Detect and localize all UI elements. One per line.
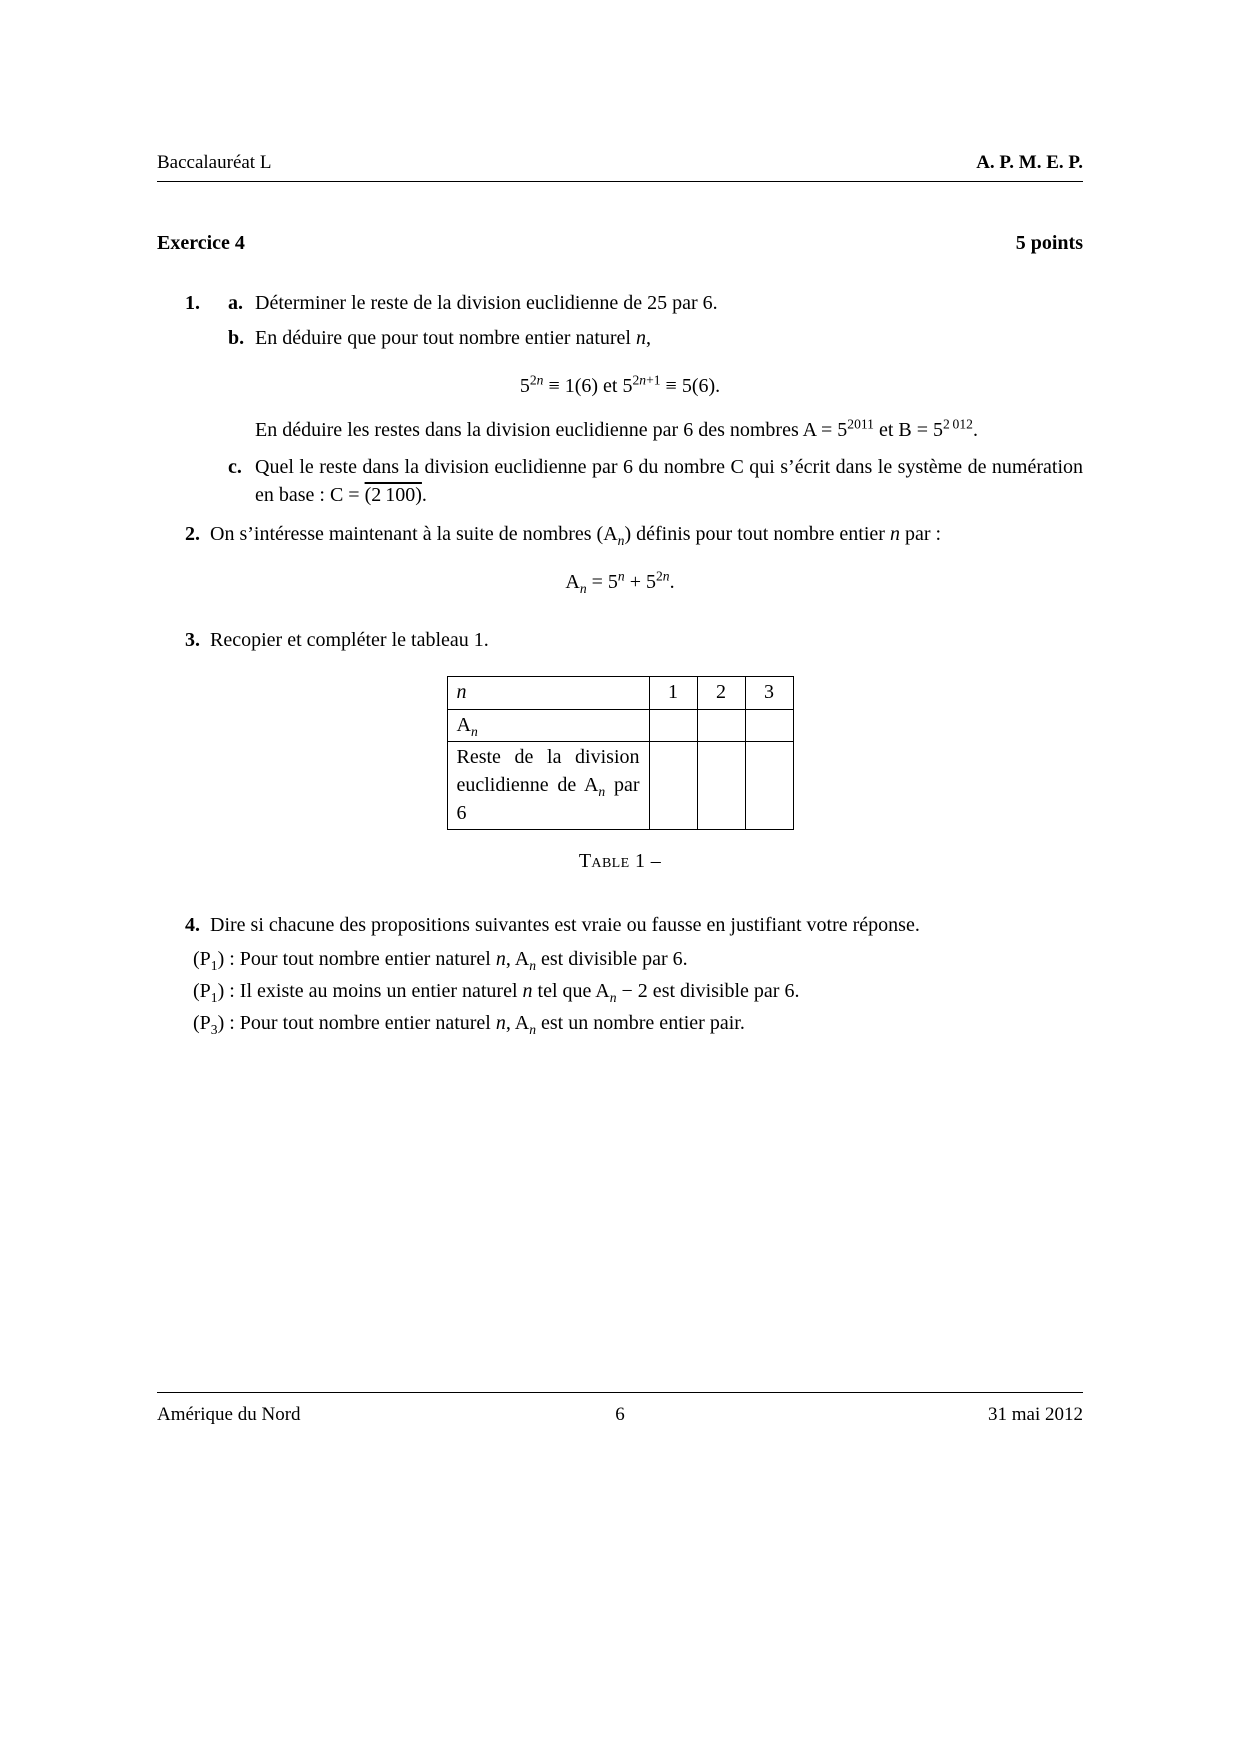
table-row-n — [447, 677, 793, 710]
page-footer — [157, 1392, 1083, 1428]
table-cell-an-3 — [745, 709, 793, 742]
question-1-label: 1. — [185, 291, 200, 314]
proposition-3: $(P_3)$ : Pour tout nombre entier naturel n, $A_n$ est un nombre entier pair. — [193, 1011, 745, 1037]
footer-date: 31 mai 2012 — [988, 1404, 1084, 1425]
table-cell-reste-1 — [649, 742, 697, 830]
question-1a-label: a. — [228, 291, 243, 314]
question-3 — [157, 627, 1083, 655]
question-1c — [157, 454, 1083, 509]
header-left-text: Baccalauréat L — [157, 152, 272, 173]
table-cell-reste-3 — [745, 742, 793, 830]
question-4-text: Dire si chacune des propositions suivantes est vraie ou fausse en justifiant votre réponse. — [210, 913, 920, 936]
question-2 — [157, 521, 1083, 549]
table-row-an — [447, 709, 793, 742]
question-1a-text: Déterminer le reste de la division euclidienne de 25 par 6. — [255, 291, 718, 314]
question-1b — [157, 325, 1083, 353]
proposition-1: $(P_1)$ : Pour tout nombre entier naturel n, $A_n$ est divisible par 6. — [193, 948, 688, 974]
question-2-text: On s’intéresse maintenant à la suite de nombres $(A_n)$ définis pour tout nombre entier n par : — [210, 523, 942, 549]
footer-rule — [157, 1392, 1083, 1393]
page-header — [157, 0, 1083, 176]
question-3-label: 3. — [185, 628, 200, 651]
header-right-text: A. P. M. E. P. — [976, 152, 1083, 173]
question-4 — [157, 912, 1083, 940]
table-row-reste — [447, 742, 793, 830]
formula-congruences: $5^{2n} \equiv 1(6)$ et $5^{2n+1} \equiv 5(6)$. — [519, 372, 721, 397]
header-rule — [157, 181, 1083, 182]
question-1c-text: Quel le reste dans la division euclidienne par 6 du nombre C qui s’écrit dans le système de numération en base : C = (2 100). — [255, 456, 1083, 506]
question-1a — [157, 290, 1083, 318]
question-1b-continuation — [157, 417, 1083, 445]
table-caption: Table 1 – — [578, 850, 662, 873]
formula-an-definition: $A_n = 5^n + 5^{2n}$. — [565, 568, 675, 596]
footer-page-number: 6 — [615, 1404, 625, 1425]
exercise-points: 5 points — [1015, 232, 1083, 255]
footer-place: Amérique du Nord — [157, 1404, 301, 1425]
exercise-header — [157, 230, 1083, 258]
question-1c-label: c. — [228, 456, 242, 479]
question-4-label: 4. — [185, 913, 200, 936]
table-cell-n2: 2 — [697, 677, 745, 710]
table-cell-n1: 1 — [649, 677, 697, 710]
proposition-2: $(P_1)$ : Il existe au moins un entier naturel n tel que $A_n - 2$ est divisible par 6. — [193, 979, 800, 1005]
question-2-label: 2. — [185, 523, 200, 546]
question-1b-label: b. — [228, 327, 245, 350]
table-cell-an-2 — [697, 709, 745, 742]
table-cell-n-label: n — [447, 677, 649, 710]
question-1b-text: En déduire que pour tout nombre entier naturel n, — [255, 327, 651, 350]
footer-row — [157, 1402, 1083, 1428]
table-cell-an-1 — [649, 709, 697, 742]
table-cell-reste-2 — [697, 742, 745, 830]
table-cell-reste-label: Reste de la division euclidienne de $A_n$ par 6 — [447, 742, 649, 830]
exercise-title: Exercice 4 — [157, 232, 245, 255]
question-3-text: Recopier et compléter le tableau 1. — [210, 628, 489, 651]
completion-table — [447, 676, 794, 830]
question-1b-continuation-text: En déduire les restes dans la division euclidienne par 6 des nombres $A = 5^{2011}$ et $B = 5^{2 012}$. — [255, 415, 978, 441]
table-cell-an-label: $A_n$ — [447, 709, 649, 742]
table-cell-n3: 3 — [745, 677, 793, 710]
